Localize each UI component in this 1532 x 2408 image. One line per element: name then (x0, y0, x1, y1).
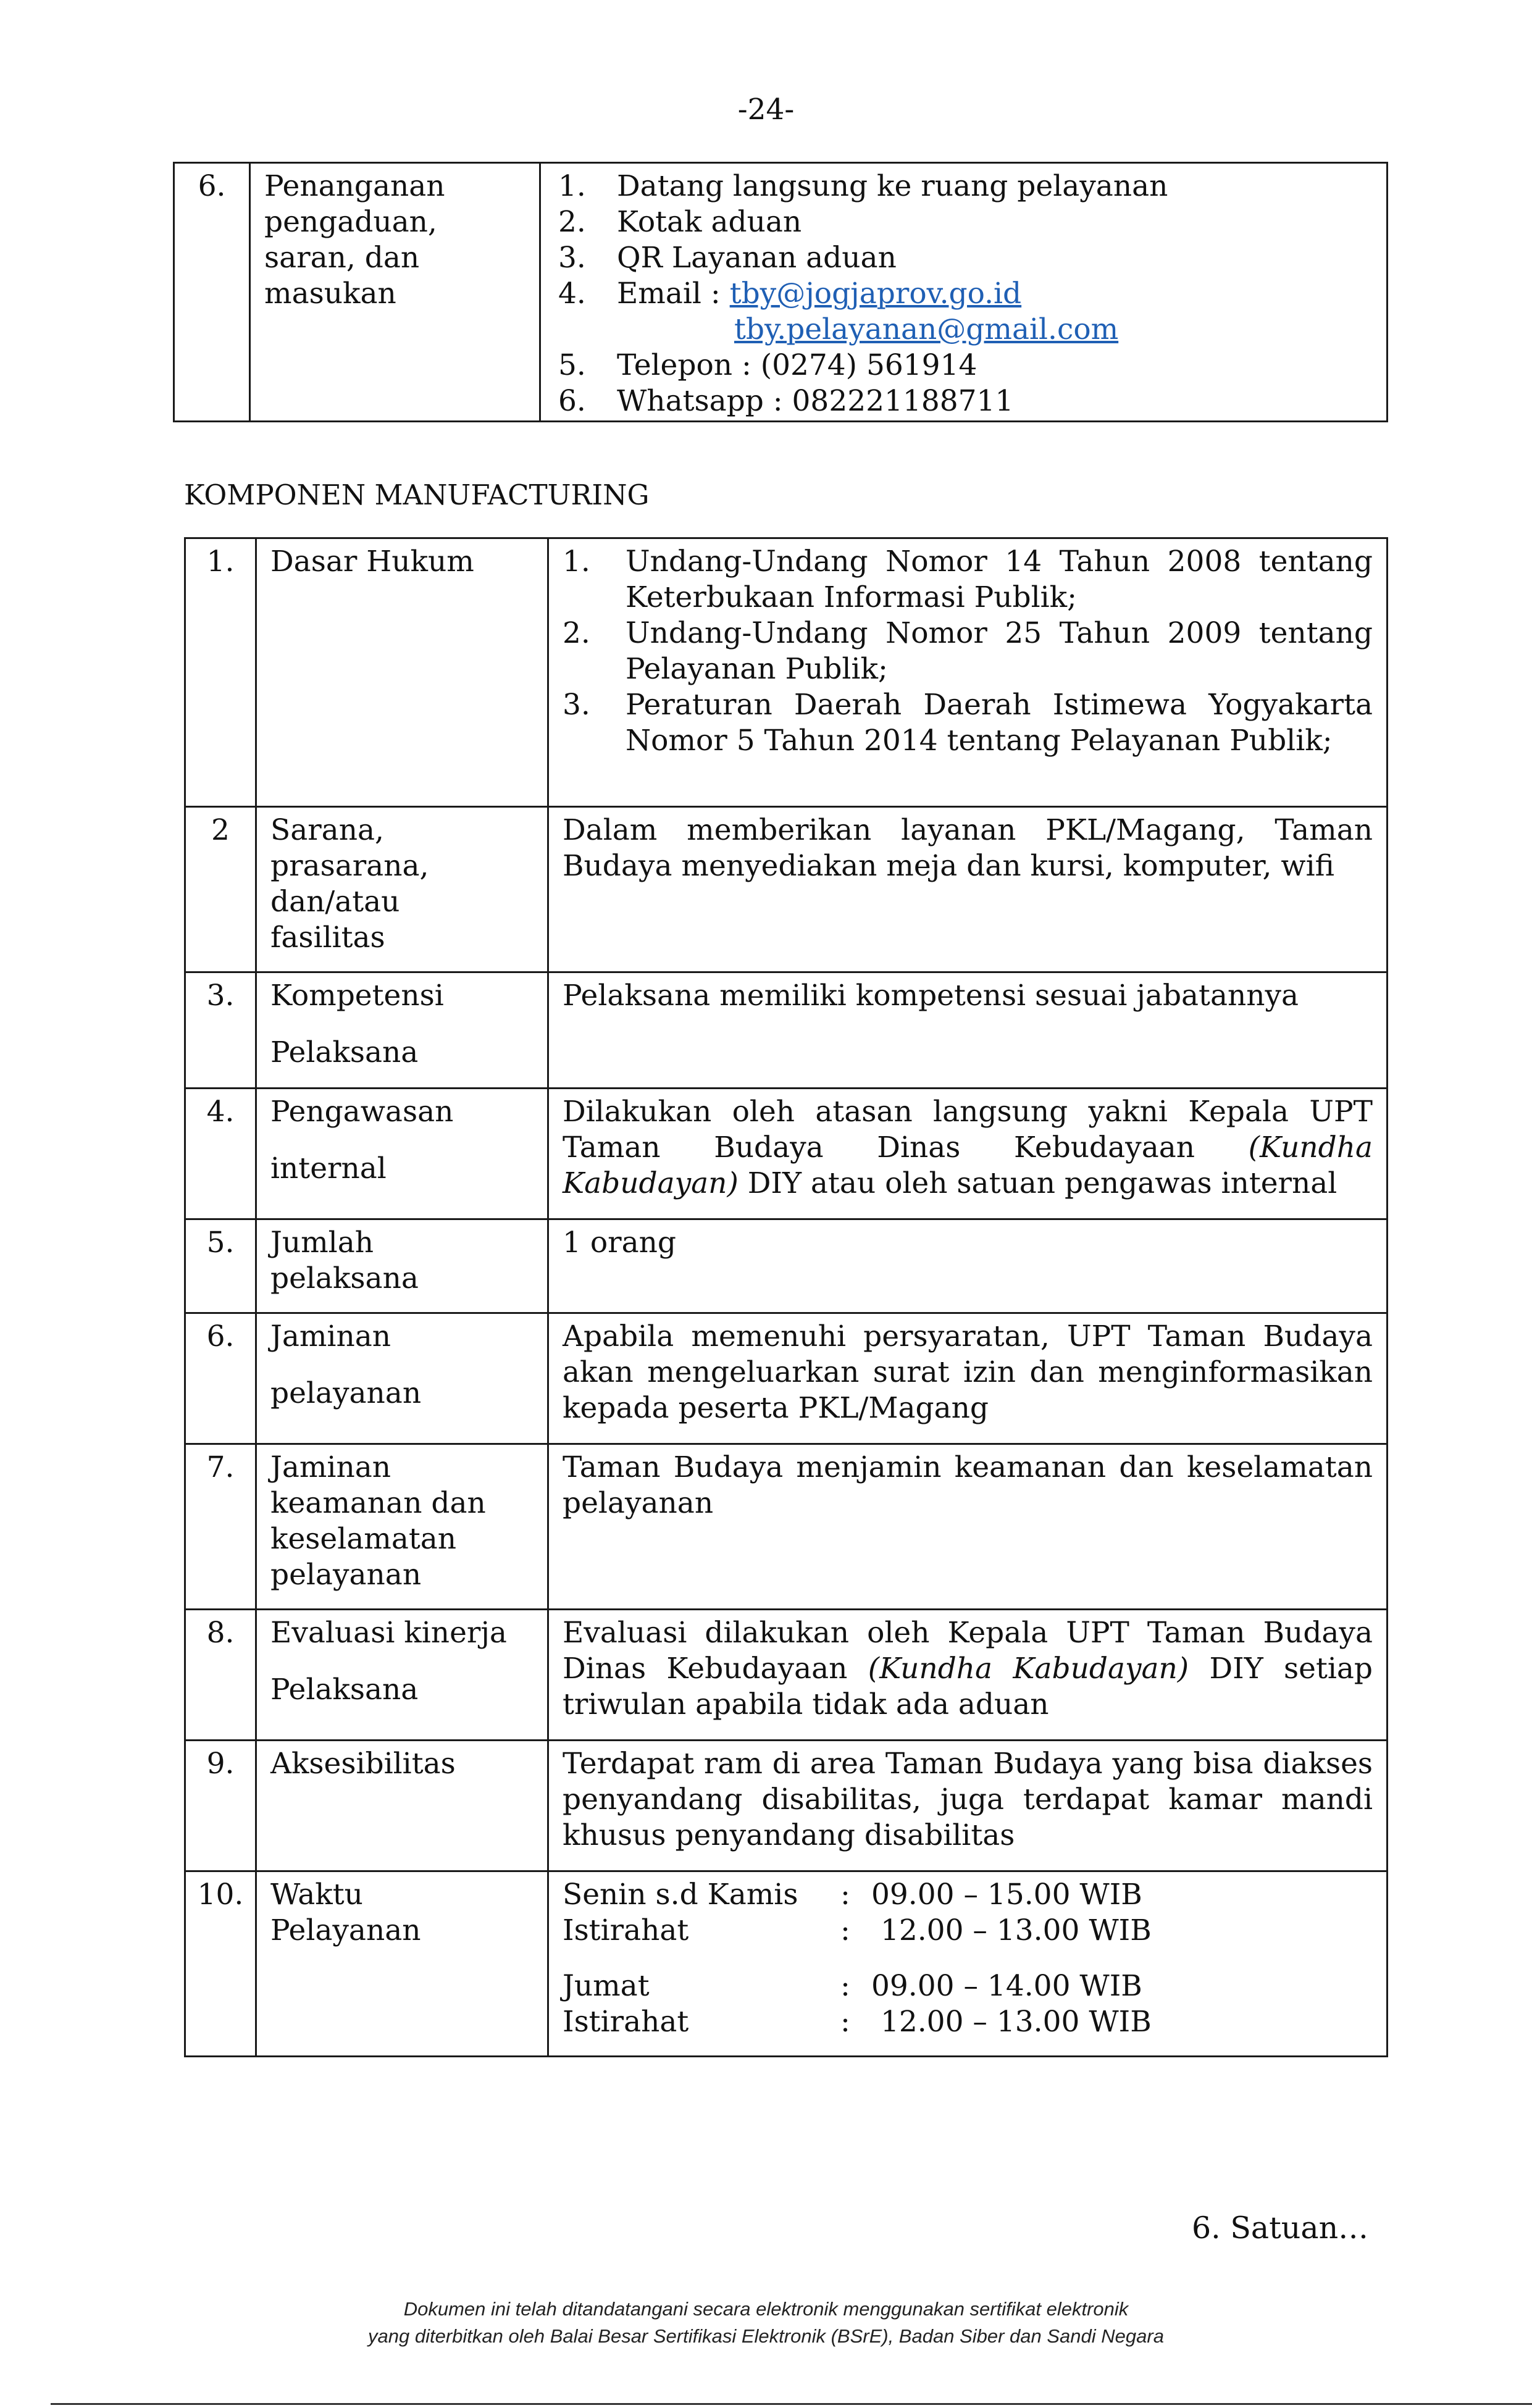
table-row (185, 1871, 1388, 2057)
label-line: fasilitas (270, 921, 385, 955)
label-line: Waktu (270, 1878, 363, 1912)
label-line: saran, dan (264, 241, 420, 275)
table-row (185, 1089, 1388, 1219)
table-row (185, 538, 1388, 807)
row-label (256, 1219, 548, 1313)
row-label (256, 1313, 548, 1444)
label-line: Sarana, (270, 813, 384, 847)
row-label (256, 1089, 548, 1219)
row-number: 6. (185, 1313, 256, 1444)
schedule-row: Senin s.d Kamis : 09.00 – 15.00 WIB (563, 1878, 1142, 1912)
row-label (250, 163, 540, 422)
row-content: 1 orang (548, 1219, 1388, 1313)
label-line: keselamatan (270, 1522, 457, 1556)
list-item: 6. Whatsapp : 082221188711 (558, 384, 1014, 418)
list-item: 2. Undang-Undang Nomor 25 Tahun 2009 tentang Pelayanan Publik; (563, 616, 1373, 686)
list-item: 2. Kotak aduan (558, 205, 802, 239)
label-line: Kompetensi (270, 979, 444, 1013)
row-number: 9. (185, 1741, 256, 1871)
label-line: Jaminan (270, 1319, 391, 1353)
label-line: Pelaksana (270, 1673, 419, 1707)
list-item: 1. Undang-Undang Nomor 14 Tahun 2008 tentang Keterbukaan Informasi Publik; (563, 545, 1373, 614)
row-number: 4. (185, 1089, 256, 1219)
email-link[interactable]: tby@jogjaprov.go.id (729, 277, 1022, 311)
section-title: KOMPONEN MANUFACTURING (184, 479, 650, 511)
table-row (174, 163, 1388, 422)
list-item (558, 312, 1373, 348)
e-signature-notice-line-2: yang diterbitkan oleh Balai Besar Sertifikasi Elektronik (BSrE), Badan Siber dan Sandi Negara (368, 2325, 1164, 2347)
italic-term: (Kundha Kabudayan) (868, 1652, 1189, 1686)
label-line: Jaminan (270, 1450, 391, 1484)
label-line: pelaksana (270, 1261, 419, 1295)
row-content: Apabila memenuhi persyaratan, UPT Taman Budaya akan mengeluarkan surat izin dan menginformasikan kepada peserta PKL/Magang (548, 1313, 1388, 1444)
table-row (185, 972, 1388, 1089)
row-label: Aksesibilitas (256, 1741, 548, 1871)
list-item: 3. Peraturan Daerah Daerah Istimewa Yogyakarta Nomor 5 Tahun 2014 tentang Pelayanan Publik; (563, 688, 1373, 758)
label-line: internal (270, 1152, 387, 1185)
table-row (185, 1219, 1388, 1313)
table-row (185, 807, 1388, 972)
label-line: prasarana, (270, 849, 429, 883)
label-line: pengaduan, (264, 205, 437, 239)
manufacturing-table (184, 537, 1388, 2057)
row-number: 8. (185, 1610, 256, 1741)
label-line: Penanganan (264, 169, 445, 203)
row-number: 2 (185, 807, 256, 972)
row-label (256, 972, 548, 1089)
list-item: 1. Datang langsung ke ruang pelayanan (558, 169, 1168, 203)
row-number: 3. (185, 972, 256, 1089)
label-line: pelayanan (270, 1376, 422, 1410)
row-number: 5. (185, 1219, 256, 1313)
schedule-row: Istirahat : 12.00 – 13.00 WIB (563, 1913, 1152, 1947)
row-number: 6. (174, 163, 250, 422)
label-line: keamanan dan (270, 1486, 486, 1520)
row-content: Terdapat ram di area Taman Budaya yang bisa diakses penyandang disabilitas, juga terdapat kamar mandi khusus penyandang disabilitas (548, 1741, 1388, 1871)
service-hours (548, 1871, 1388, 2057)
row-label (256, 1610, 548, 1741)
italic-term: (Kundha Kabudayan) (563, 1131, 1373, 1200)
schedule-row: Istirahat : 12.00 – 13.00 WIB (563, 2005, 1152, 2039)
label-line: Pelayanan (270, 1913, 421, 1947)
e-signature-notice-line-1: Dokumen ini telah ditandatangani secara elektronik menggunakan sertifikat elektronik (403, 2298, 1129, 2320)
footer-divider (51, 2403, 1532, 2405)
row-label (256, 1444, 548, 1610)
row-number: 7. (185, 1444, 256, 1610)
legal-basis-list (563, 544, 1373, 759)
page-number: -24- (737, 93, 795, 127)
label-line: Evaluasi kinerja (270, 1616, 507, 1650)
table-row (185, 1313, 1388, 1444)
label-line: Jumlah (270, 1226, 374, 1260)
row-content: Dalam memberikan layanan PKL/Magang, Taman Budaya menyediakan meja dan kursi, komputer, wifi (548, 807, 1388, 972)
next-page-indicator: 6. Satuan… (1192, 2210, 1369, 2246)
label-line: Pengawasan (270, 1095, 454, 1129)
list-item: 5. Telepon : (0274) 561914 (558, 348, 977, 382)
row-content (548, 538, 1388, 807)
email-link-2[interactable]: tby.pelayanan@gmail.com (734, 312, 1119, 346)
row-content: Pelaksana memiliki kompetensi sesuai jabatannya (548, 972, 1388, 1089)
row-content: Taman Budaya menjamin keamanan dan keselamatan pelayanan (548, 1444, 1388, 1610)
row-content: Evaluasi dilakukan oleh Kepala UPT Taman Budaya Dinas Kebudayaan (Kundha Kabudayan) DIY setiap triwulan apabila tidak ada aduan (548, 1610, 1388, 1741)
row-number: 1. (185, 538, 256, 807)
label-line: masukan (264, 277, 396, 311)
schedule-row: Jumat : 09.00 – 14.00 WIB (563, 1969, 1142, 2003)
table-row (185, 1444, 1388, 1610)
label-line: Pelaksana (270, 1035, 419, 1069)
contact-table (173, 162, 1388, 422)
list-item: 3. QR Layanan aduan (558, 241, 897, 275)
list-item: 4. Email : tby@jogjaprov.go.id (558, 277, 1022, 311)
row-content (540, 163, 1388, 422)
complaint-channel-list (558, 169, 1373, 419)
row-number: 10. (185, 1871, 256, 2057)
table-row (185, 1741, 1388, 1871)
label-line: pelayanan (270, 1558, 422, 1592)
label-line: dan/atau (270, 885, 400, 919)
row-label: Dasar Hukum (256, 538, 548, 807)
table-row (185, 1610, 1388, 1741)
row-label (256, 1871, 548, 2057)
row-content: Dilakukan oleh atasan langsung yakni Kepala UPT Taman Budaya Dinas Kebudayaan (Kundha Kabudayan) DIY atau oleh satuan pengawas internal (548, 1089, 1388, 1219)
row-label (256, 807, 548, 972)
